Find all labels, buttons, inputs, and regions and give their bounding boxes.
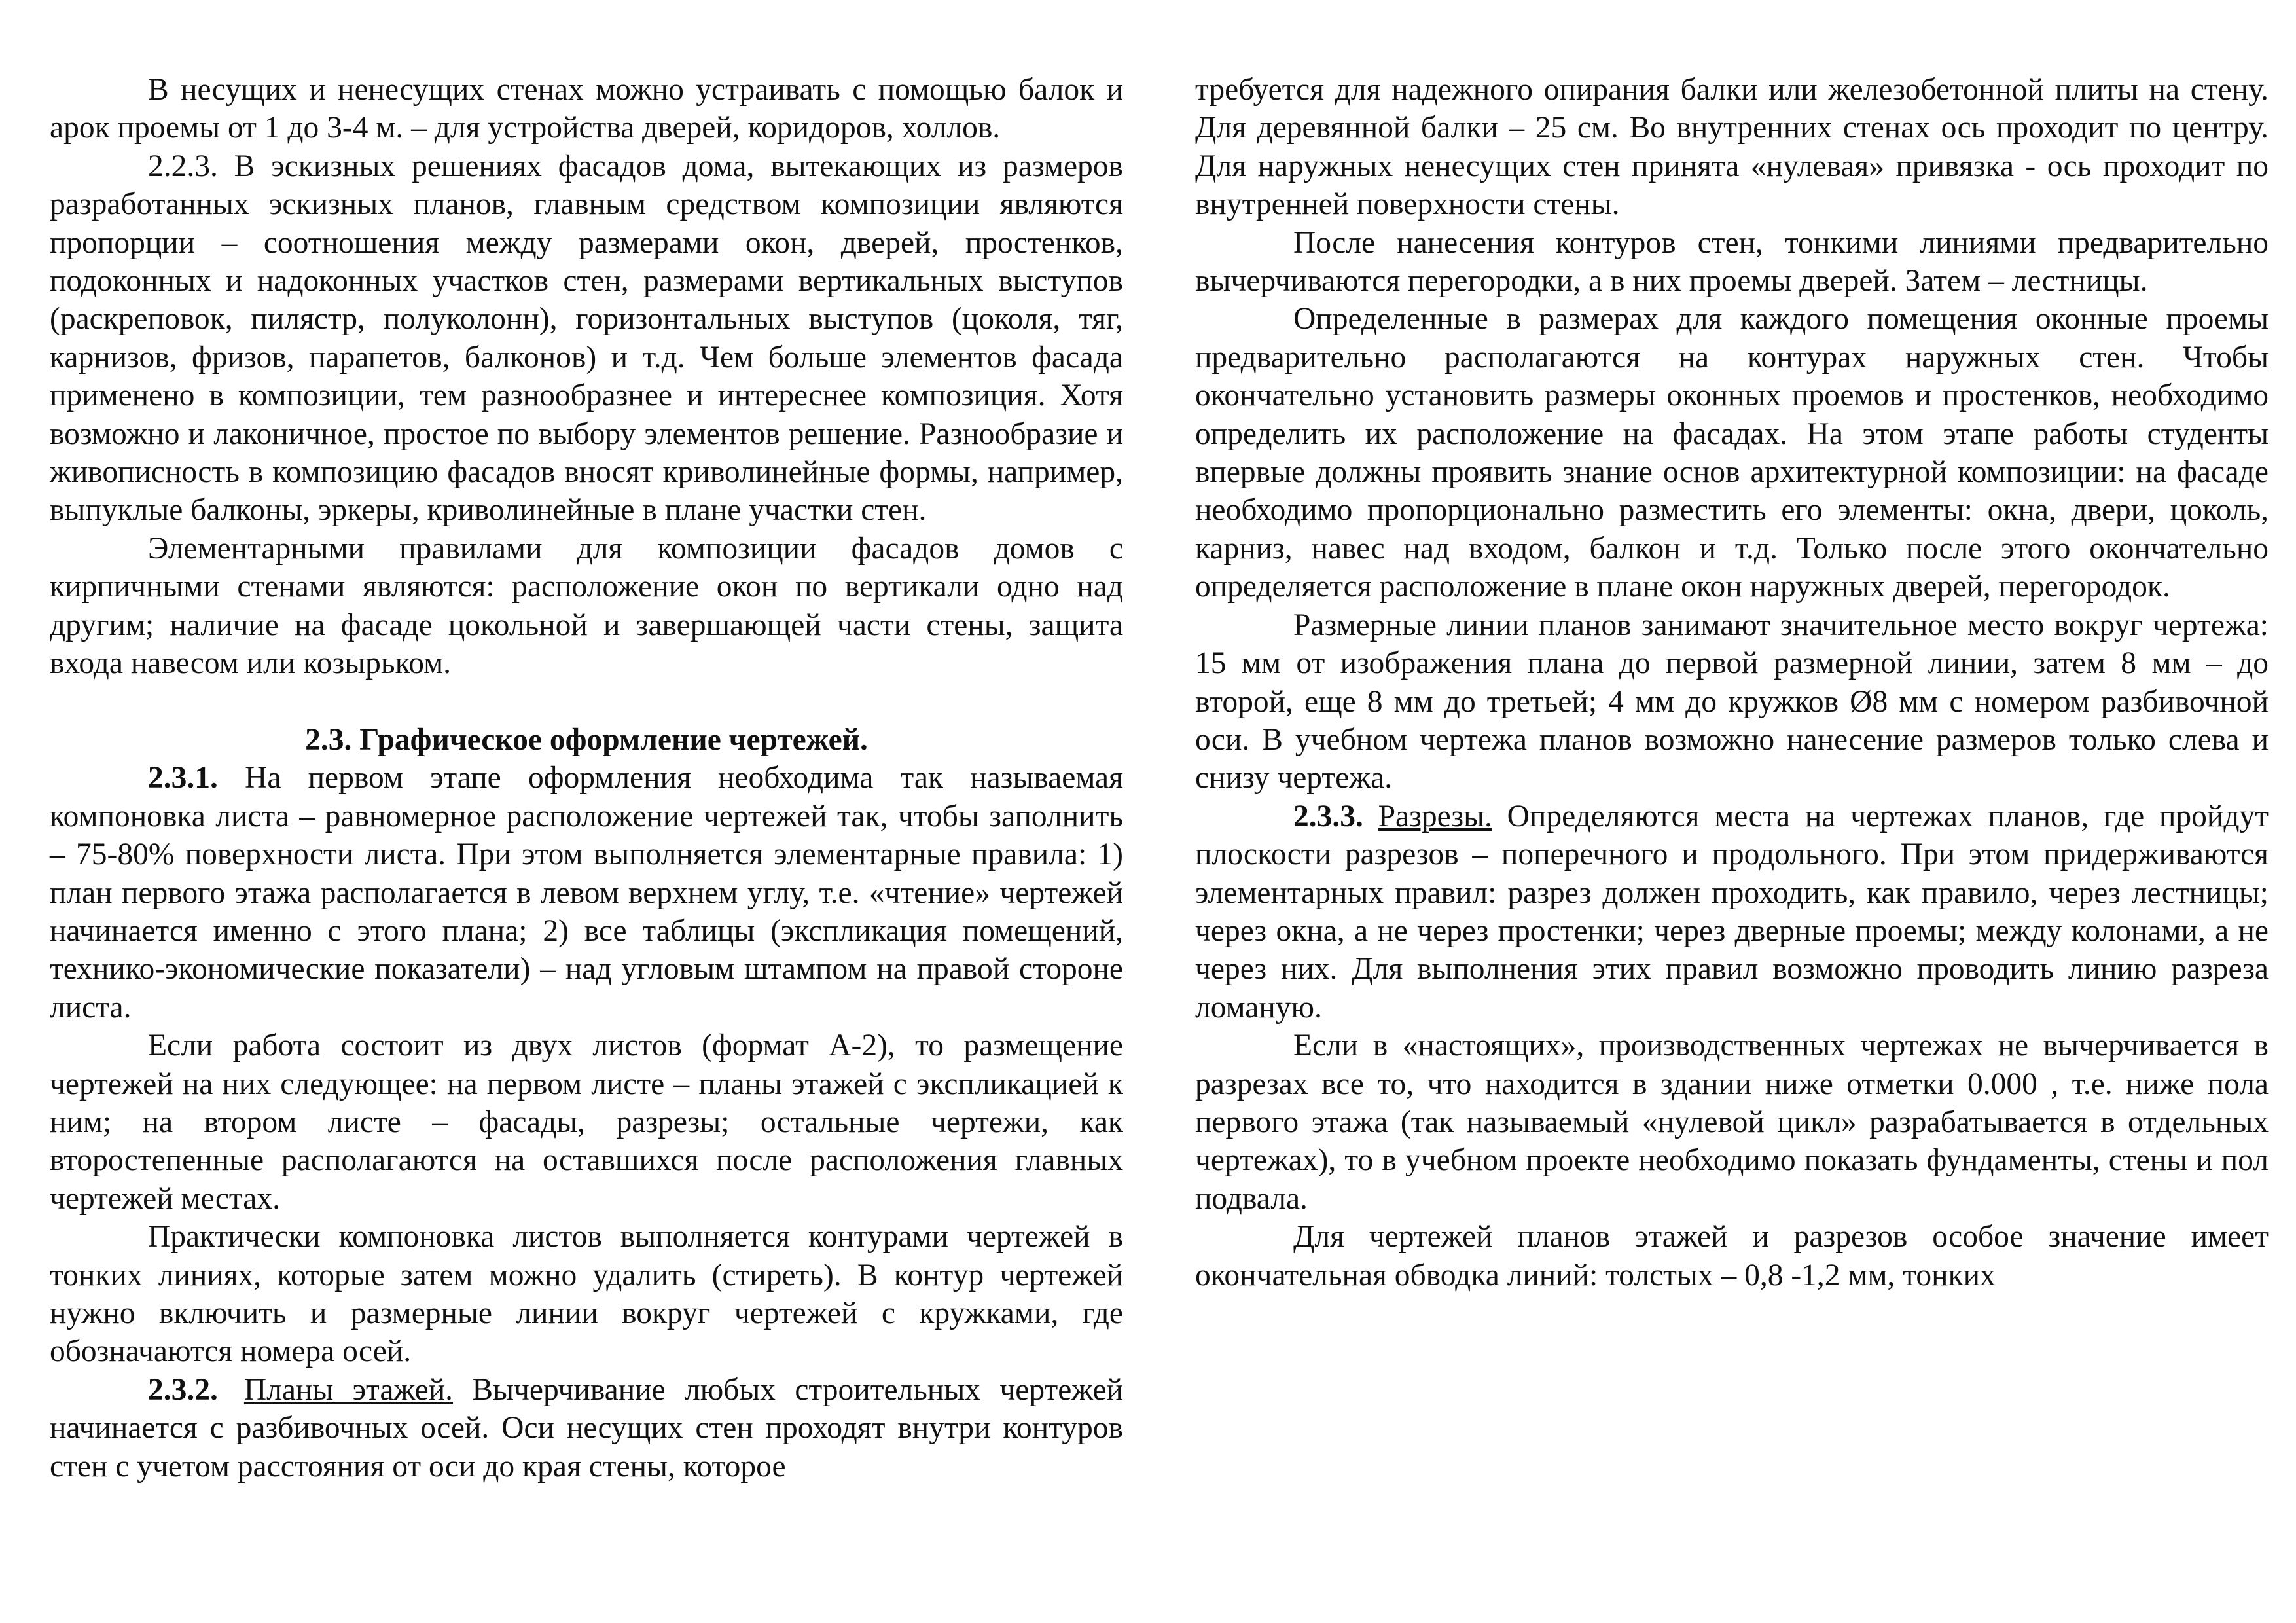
section-title: Разрезы. xyxy=(1378,799,1492,833)
paragraph-facade-sketches: 2.2.3. В эскизных решениях фасадов дома, вытекающих из размеров разработанных эскизных планов, главным средством композиции являются пропорции – соотношения между размерами окон, дверей, простенков, подоконных и надоконных участков стен, размерами вертикальных выступов (раскреповок, пилястр, полуколонн), горизонтальных выступов (цоколя, тяг, карнизов, фризов, парапетов, балконов) и т.д. Чем больше элементов фасада применено в композиции, тем разнообразнее и интереснее композиция. Хотя возможно и лаконичное, простое по выбору элементов решение. Разнообразие и живописность в композицию фасадов вносят криволинейные формы, например, выпуклые балконы, эркеры, криволинейные в плане участки стен. xyxy=(50,149,1123,528)
paragraph-elementary-rules: Элементарными правилами для композиции фасадов домов с кирпичными стенами являются: расположение окон по вертикали одно над другим; наличие на фасаде цокольной и завершающей части стены, защита входа навесом или козырьком. xyxy=(50,531,1123,681)
paragraph-sheet-layout xyxy=(50,759,1123,1027)
section-number: 2.3.3. xyxy=(1293,799,1363,833)
paragraph-window-openings: Определенные в размерах для каждого помещения оконные проемы предварительно располагаются на контурах наружных стен. Чтобы окончательно установить размеры оконных проемов и простенков, необходимо определить их расположение на фасадах. На этом этапе работы студенты впервые должны проявить знание основ архитектурной композиции: на фасаде необходимо пропорционально разместить его элементы: окна, двери, цоколь, карниз, навес над входом, балкон и т.д. Только после этого окончательно определяется расположение в плане окон наружных дверей, перегородок. xyxy=(1195,302,2269,604)
paragraph-text: Определяются места на чертежах планов, где пройдут плоскости разрезов – поперечного и продольного. При этом придерживаются элементарных правил: разрез должен проходить, как правило, через лестницы; через окна, а не через простенки; через дверные проемы; между колонами, а не через них. Для выполнения этих правил возможно проводить линию разреза ломаную. xyxy=(1195,799,2269,1025)
section-title: Планы этажей. xyxy=(243,1372,454,1407)
left-column xyxy=(50,71,1123,1486)
paragraph-contours: Практически компоновка листов выполняется контурами чертежей в тонких линиях, которые затем можно удалить (стиреть). В контур чертежей нужно включить и размерные линии вокруг чертежей с кружками, где обозначаются номера осей. xyxy=(50,1220,1123,1369)
paragraph-zero-cycle: Если в «настоящих», производственных чертежах не вычерчивается в разрезах все то, что находится в здании ниже отметки 0.000 , т.е. ниже пола первого этажа (так называемый «нулевой цикл» разрабатывается в отдельных чертежах), то в учебном проекте необходимо показать фундаменты, стены и пол подвала. xyxy=(1195,1029,2269,1216)
section-number: 2.3.2. xyxy=(148,1372,218,1407)
paragraph-line-weights: Для чертежей планов этажей и разрезов особое значение имеет окончательная обводка линий: толстых – 0,8 -1,2 мм, тонких xyxy=(1195,1220,2269,1292)
paragraph-arches: В несущих и ненесущих стенах можно устраивать с помощью балок и арок проемы от 1 до 3-4 м. – для устройства дверей, коридоров, холлов. xyxy=(50,73,1123,145)
paragraph-beam-support: требуется для надежного опирания балки или железобетонной плиты на стену. Для деревянной балки – 25 см. Во внутренних стенах ось проходит по центру. Для наружных ненесущих стен принята «нулевая» привязка - ось проходит по внутренней поверхности стены. xyxy=(1195,73,2269,222)
section-number: 2.3.1. xyxy=(148,761,218,795)
paragraph-dimension-lines: Размерные линии планов занимают значительное место вокруг чертежа: 15 мм от изображения плана до первой размерной линии, затем 8 мм – до второй, еще 8 мм до третьей; 4 мм до кружков Ø8 мм с номером разбивочной оси. В учебном чертежа планов возможно нанесение размеров только слева и снизу чертежа. xyxy=(1195,608,2269,795)
paragraph-two-sheets: Если работа состоит из двух листов (формат А-2), то размещение чертежей на них следующее: на первом листе – планы этажей с экспликацией к ним; на втором листе – фасады, разрезы; остальные чертежи, как второстепенные располагаются на оставшихся после расположения главных чертежей местах. xyxy=(50,1029,1123,1216)
paragraph-floor-plans xyxy=(50,1371,1123,1486)
right-column xyxy=(1195,71,2269,1294)
section-heading: 2.3. Графическое оформление чертежей. xyxy=(305,722,868,757)
paragraph-sections xyxy=(1195,797,2269,1027)
paragraph-text: На первом этапе оформления необходима так называемая компоновка листа – равномерное расположение чертежей так, чтобы заполнить – 75-80% поверхности листа. При этом выполняется элементарные правила: 1) план первого этажа располагается в левом верхнем углу, т.е. «чтение» чертежей начинается именно с этого плана; 2) все таблицы (экспликация помещений, технико-экономические показатели) – над угловым штампом на правой стороне листа. xyxy=(50,761,1123,1025)
paragraph-text: Вычерчивание любых строительных чертежей начинается с разбивочных осей. Оси несущих стен проходят внутри контуров стен с учетом расстояния от оси до края стены, которое xyxy=(50,1372,1123,1484)
spacer xyxy=(50,683,1123,721)
paragraph-partitions: После нанесения контуров стен, тонкими линиями предварительно вычерчиваются перегородки, а в них проемы дверей. Затем – лестницы. xyxy=(1195,225,2269,299)
